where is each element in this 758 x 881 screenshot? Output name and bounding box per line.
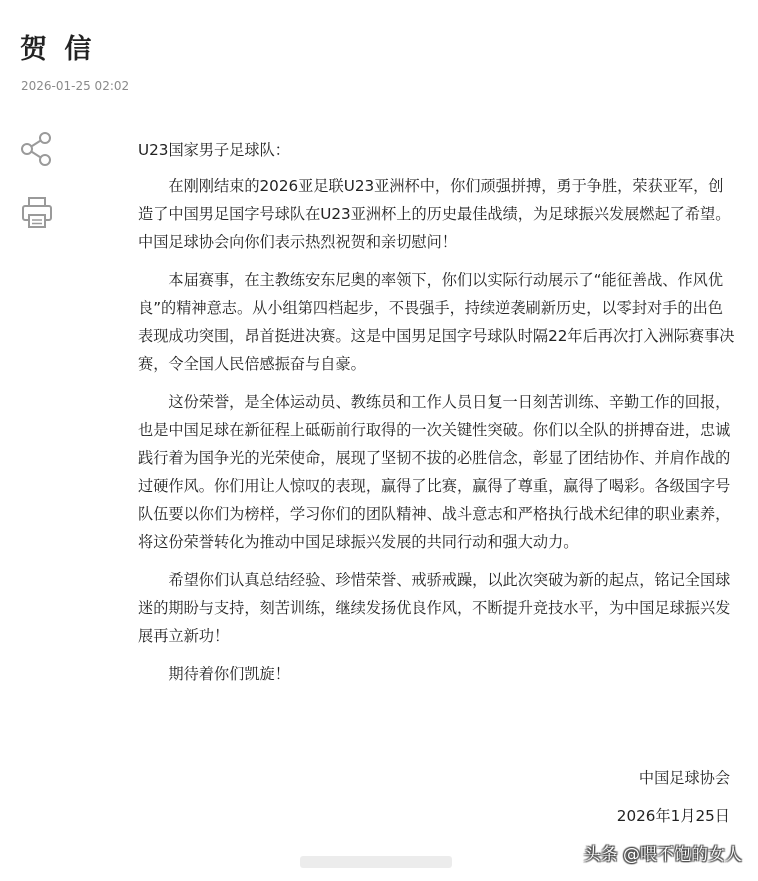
letter-paragraph: 本届赛事，在主教练安东尼奥的率领下，你们以实际行动展示了“能征善战、作风优良”的精神意志。从小组第四档起步，不畏强手，持续逆袭刷新历史，以零封对手的出色表现成功突围，昂首挺进决赛。这是中国男足国字号球队时隔22年后再次打入洲际赛事决赛，令全国人民倍感振奋与自豪。 xyxy=(138,271,735,373)
letter-paragraph: 在刚刚结束的2026亚足联U23亚洲杯中，你们顽强拼搏，勇于争胜，荣获亚军，创造了中国男足国字号球队在U23亚洲杯上的历史最佳战绩，为足球振兴发展燃起了希望。中国足球协会向你们表示热烈祝贺和亲切慰问！ xyxy=(138,177,731,251)
print-icon[interactable] xyxy=(20,194,54,232)
letter-paragraph: 期待着你们凯旋！ xyxy=(168,665,290,683)
source-watermark: 头条 @喂不饱的女人 xyxy=(583,845,742,865)
signature-date: 2026年1月25日 xyxy=(616,807,730,825)
letter-salutation: U23国家男子足球队： xyxy=(138,141,290,159)
publish-date: 2026-01-25 02:02 xyxy=(21,79,130,93)
signature-org: 中国足球协会 xyxy=(638,769,730,787)
letter-body xyxy=(138,136,738,698)
letter-signature xyxy=(617,764,730,840)
blurred-text-bar xyxy=(300,856,452,868)
letter-paragraph: 希望你们认真总结经验、珍惜荣誉、戒骄戒躁，以此次突破为新的起点，铭记全国球迷的期盼与支持，刻苦训练，继续发扬优良作风，不断提升竞技水平，为中国足球振兴发展再立新功！ xyxy=(138,571,731,645)
article-title: 贺 信 xyxy=(20,34,96,65)
article-tools xyxy=(20,130,56,258)
letter-paragraph: 这份荣誉，是全体运动员、教练员和工作人员日复一日刻苦训练、辛勤工作的回报，也是中国足球在新征程上砥砺前行取得的一次关键性突破。你们以全队的拼搏奋进，忠诚践行着为国争光的光荣使命，展现了坚韧不拔的必胜信念，彰显了团结协作、并肩作战的过硬作风。你们用让人惊叹的表现，赢得了比赛，赢得了尊重，赢得了喝彩。各级国字号队伍要以你们为榜样，学习你们的团队精神、战斗意志和严格执行战术纪律的职业素养，将这份荣誉转化为推动中国足球振兴发展的共同行动和强大动力。 xyxy=(138,393,731,551)
share-icon[interactable] xyxy=(20,130,54,168)
